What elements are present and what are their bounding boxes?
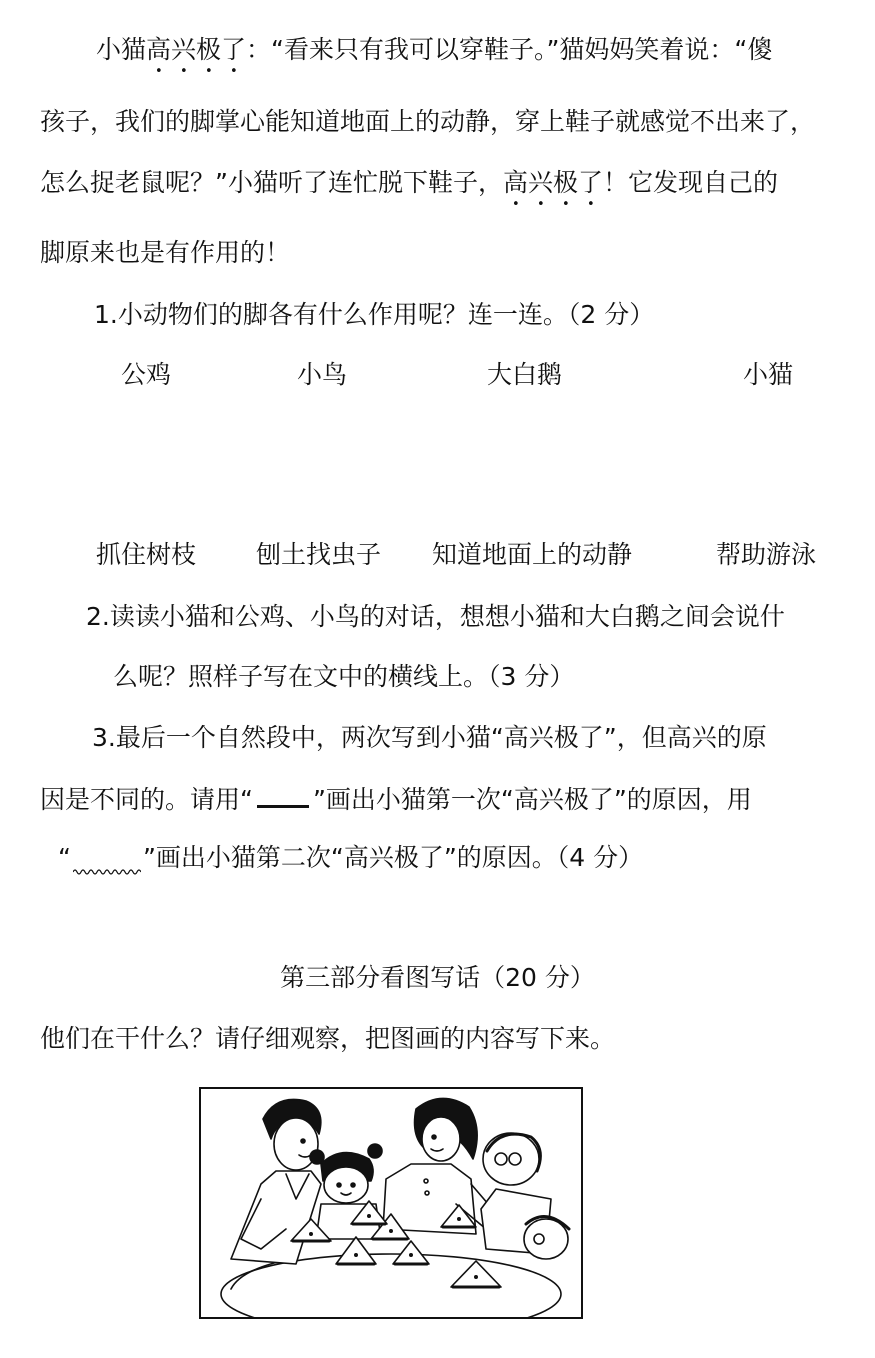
animal-rooster[interactable]: 公鸡: [121, 360, 172, 389]
passage-line-3-part-a: 怎么捉老鼠呢？”小猫听了连忙脱下鞋子，: [40, 168, 503, 197]
passage-line-2: 孩子，我们的脚掌心能知道地面上的动静，穿上鞋子就感觉不出来了，: [40, 107, 816, 136]
question-3-line-2-part-a: 因是不同的。请用“: [40, 785, 253, 814]
question-1-text: 1.小动物们的脚各有什么作用呢？连一连。（2 分）: [94, 300, 655, 329]
passage-line-4: 脚原来也是有作用的！: [40, 238, 291, 267]
function-grip-branch[interactable]: 抓住树枝: [96, 540, 197, 569]
question-3-line-1: 3.最后一个自然段中，两次写到小猫“高兴极了”，但高兴的原: [92, 723, 767, 752]
passage-line-1: [96, 35, 772, 79]
question-3-line-2: [40, 783, 752, 815]
function-dig-bugs[interactable]: 刨土找虫子: [256, 540, 382, 569]
question-3-line-3-part-a: “: [58, 843, 71, 872]
emphasized-text-happy-2: 高兴极了: [502, 168, 603, 197]
wavy-underline-sample: [73, 844, 141, 866]
animal-cat[interactable]: 小猫: [743, 360, 794, 389]
passage-line-1-part-a: 小猫: [96, 35, 147, 64]
part-3-title: 第三部分看图写话（20 分）: [280, 963, 595, 992]
question-2-line-2: 么呢？照样子写在文中的横线上。（3 分）: [113, 662, 575, 691]
family-watermelon-illustration: [199, 1087, 583, 1319]
question-3-line-2-part-b: ”画出小猫第一次“高兴极了”的原因，用: [312, 785, 752, 814]
emphasized-text-happy-1: 高兴极了: [146, 35, 247, 64]
animal-bird[interactable]: 小鸟: [297, 360, 348, 389]
question-3-line-3-part-b: ”画出小猫第二次“高兴极了”的原因。（4 分）: [142, 843, 644, 872]
straight-underline-sample: [257, 783, 309, 808]
function-sense-ground[interactable]: 知道地面上的动静: [432, 540, 633, 569]
passage-line-3-part-c: ！它发现自己的: [602, 168, 778, 197]
part-3-instruction: 他们在干什么？请仔细观察，把图画的内容写下来。: [40, 1024, 616, 1053]
passage-line-1-part-c: ：“看来只有我可以穿鞋子。”猫妈妈笑着说：“傻: [246, 35, 773, 64]
function-swim[interactable]: 帮助游泳: [716, 540, 817, 569]
animal-goose[interactable]: 大白鹅: [487, 360, 563, 389]
question-3-line-3: [58, 843, 643, 873]
question-2-line-1: 2.读读小猫和公鸡、小鸟的对话，想想小猫和大白鹅之间会说什: [86, 602, 785, 631]
passage-line-3: [40, 168, 778, 212]
